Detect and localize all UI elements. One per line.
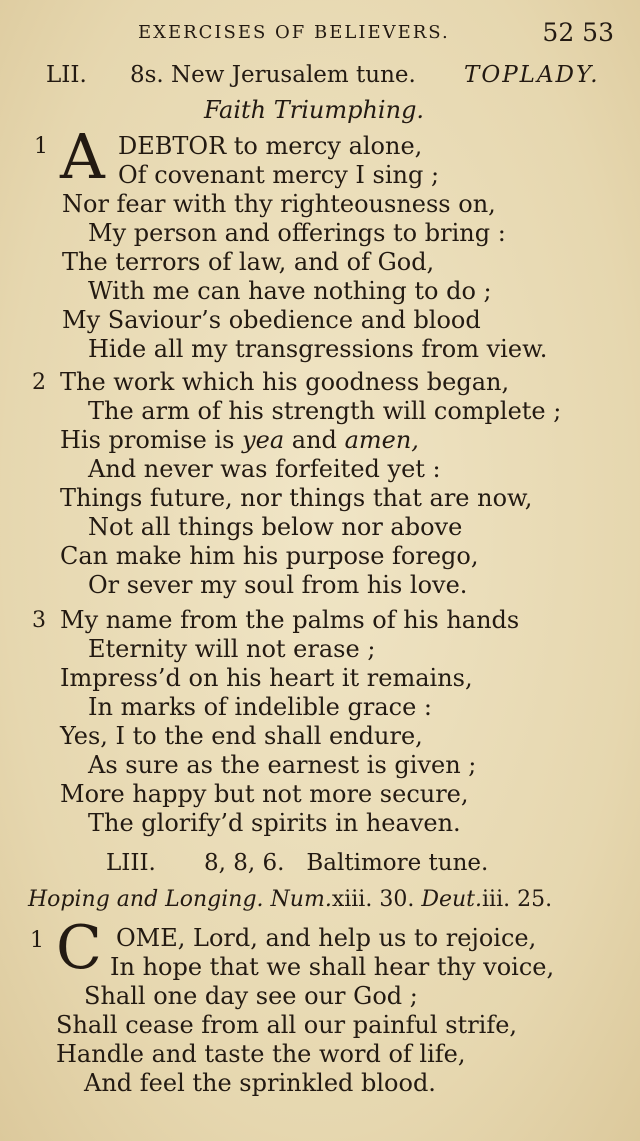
hymn-53-header	[106, 850, 606, 880]
verse-line: Of covenant mercy I sing ;	[118, 161, 440, 189]
verse-line: Yes, I to the end shall endure,	[60, 722, 423, 750]
verse-line: My person and offerings to bring :	[88, 219, 506, 247]
verse-line: My name from the palms of his hands	[60, 606, 520, 634]
verse-line: In marks of indelible grace :	[88, 693, 432, 721]
verse-line: With me can have nothing to do ;	[88, 277, 492, 305]
running-head-title: EXERCISES OF BELIEVERS.	[138, 22, 450, 43]
verse-line: DEBTOR to mercy alone,	[118, 132, 423, 160]
verse-line: Shall one day see our God ;	[84, 982, 418, 1010]
verse-line: Shall cease from all our painful strife,	[56, 1011, 518, 1039]
verse-line: Hide all my transgressions from view.	[88, 335, 548, 363]
verse-line: In hope that we shall hear thy voice,	[110, 953, 555, 981]
verse-line: The arm of his strength will complete ;	[88, 397, 562, 425]
verse-word-and: and	[291, 426, 337, 454]
verse-line-text: His promise is	[60, 426, 235, 454]
verse-line: The glorify’d spirits in heaven.	[88, 809, 461, 837]
scripture-book: Deut.	[421, 887, 482, 912]
verse-line: The work which his goodness began,	[60, 368, 510, 396]
hymn-52-number: LII.	[46, 62, 87, 88]
verse-word-amen: amen,	[344, 426, 419, 454]
verse-line: And never was forfeited yet :	[88, 455, 441, 483]
verse-line: Things future, nor things that are now,	[60, 484, 533, 512]
hymn-53-title-text: Hoping and Longing.	[28, 887, 264, 912]
page-number: 52 53	[542, 18, 614, 47]
verse-line	[60, 426, 419, 454]
verse-number: 2	[32, 370, 46, 395]
verse-line: Not all things below nor above	[88, 513, 463, 541]
verse-line: The terrors of law, and of God,	[62, 248, 435, 276]
hymn-53-number: LIII.	[106, 850, 156, 876]
hymn-52-header	[46, 62, 606, 92]
verse-line: Or sever my soul from his love.	[88, 571, 468, 599]
hymn-53-title	[28, 887, 618, 912]
hymn-52-author: TOPLADY.	[464, 62, 600, 88]
hymn-52-title: Faith Triumphing.	[204, 96, 425, 124]
verse-line: Can make him his purpose forego,	[60, 542, 479, 570]
verse-line: Eternity will not erase ;	[88, 635, 376, 663]
verse-word-yea: yea	[242, 426, 285, 454]
drop-cap: C	[56, 913, 102, 983]
running-head	[138, 18, 614, 50]
verse-number: 1	[30, 928, 44, 953]
verse-line: More happy but not more secure,	[60, 780, 469, 808]
verse-line: And feel the sprinkled blood.	[84, 1069, 436, 1097]
scripture-book: Num.	[270, 887, 332, 912]
verse-line: My Saviour’s obedience and blood	[62, 306, 481, 334]
verse-number: 3	[32, 608, 46, 633]
drop-cap: A	[60, 120, 105, 193]
verse-line: Impress’d on his heart it remains,	[60, 664, 473, 692]
verse-line: Nor fear with thy righteousness on,	[62, 190, 496, 218]
verse-line: Handle and taste the word of life,	[56, 1040, 466, 1068]
scripture-location: iii. 25.	[482, 887, 553, 912]
verse-number: 1	[34, 134, 48, 159]
hymn-53-meter: 8, 8, 6. Baltimore tune.	[204, 850, 489, 876]
verse-line: As sure as the earnest is given ;	[88, 751, 477, 779]
scripture-location: xiii. 30.	[331, 887, 415, 912]
verse-line: OME, Lord, and help us to rejoice,	[116, 924, 537, 952]
hymn-52-meter: 8s. New Jerusalem tune.	[130, 62, 416, 88]
